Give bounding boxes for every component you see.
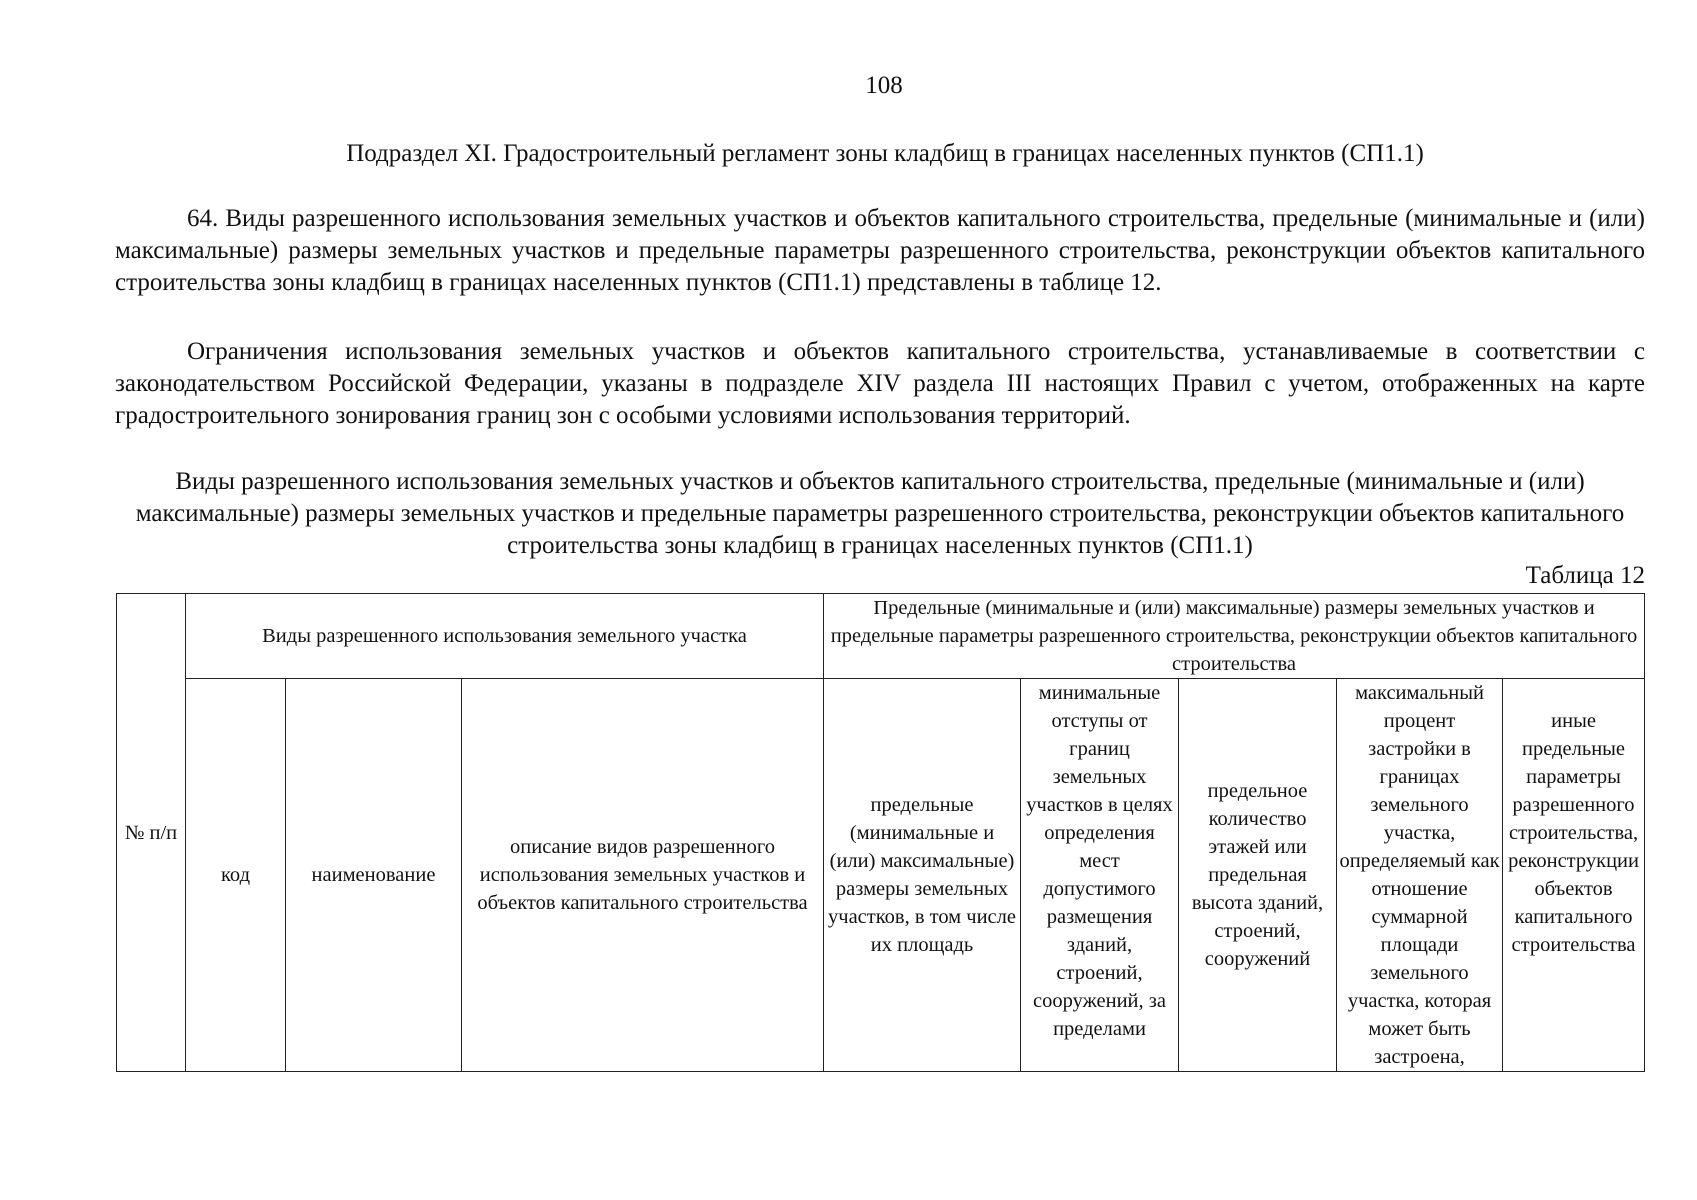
table-caption: Виды разрешенного использования земельных участков и объектов капитального строительства, предельные (минимальные и (или) максимальные) размеры земельных участков и предельные параметры разрешенного строительства, реконструкции объектов капитального строительства зоны кладбищ в границах населенных пунктов (СП1.1) <box>135 468 1625 559</box>
header-description: описание видов разрешенного использования земельных участков и объектов капитального строительства <box>462 679 824 1072</box>
header-name: наименование <box>286 679 462 1072</box>
header-group-limits: Предельные (минимальные и (или) максимальные) размеры земельных участков и предельные параметры разрешенного строительства, реконструкции объектов капитального строительства <box>824 594 1645 679</box>
header-other: иные предельные параметры разрешенного строительства, реконструкции объектов капитального строительства <box>1503 679 1645 1072</box>
header-coverage: максимальный процент застройки в границах земельного участка, определяемый как отношение суммарной площади земельного участка, которая может быть застроена, <box>1337 679 1503 1072</box>
subsection-title: Подраздел XI. Градостроительный регламент зоны кладбищ в границах населенных пунктов (СП1.1) <box>346 140 1424 167</box>
paragraph-64: 64. Виды разрешенного использования земельных участков и объектов капитального строительства, предельные (минимальные и (или) максимальные) размеры земельных участков и предельные параметры разрешенного строительства, реконструкции объектов капитального строительства зоны кладбищ в границах населенных пунктов (СП1.1) представлены в таблице 12. <box>115 205 1645 296</box>
header-number: № п/п <box>117 594 186 1072</box>
header-code: код <box>186 679 286 1072</box>
header-plot-size: предельные (минимальные и (или) максимальные) размеры земельных участков, в том числе их площадь <box>824 679 1021 1072</box>
paragraph-restrictions: Ограничения использования земельных участков и объектов капитального строительства, устанавливаемые в соответствии с законодательством Российской Федерации, указаны в подразделе XIV раздела III настоящих Правил с учетом, отображенных на карте градостроительного зонирования границ зон с особыми условиями использования территорий. <box>115 338 1645 429</box>
table-label: Таблица 12 <box>1525 562 1645 589</box>
header-floors: предельное количество этажей или предельная высота зданий, строений, сооружений <box>1179 679 1337 1072</box>
page-number: 108 <box>865 72 903 99</box>
header-group-use: Виды разрешенного использования земельного участка <box>186 594 824 679</box>
header-setbacks: минимальные отступы от границ земельных участков в целях определения мест допустимого размещения зданий, строений, сооружений, за пределами <box>1021 679 1179 1072</box>
regulation-table <box>116 593 1645 1072</box>
